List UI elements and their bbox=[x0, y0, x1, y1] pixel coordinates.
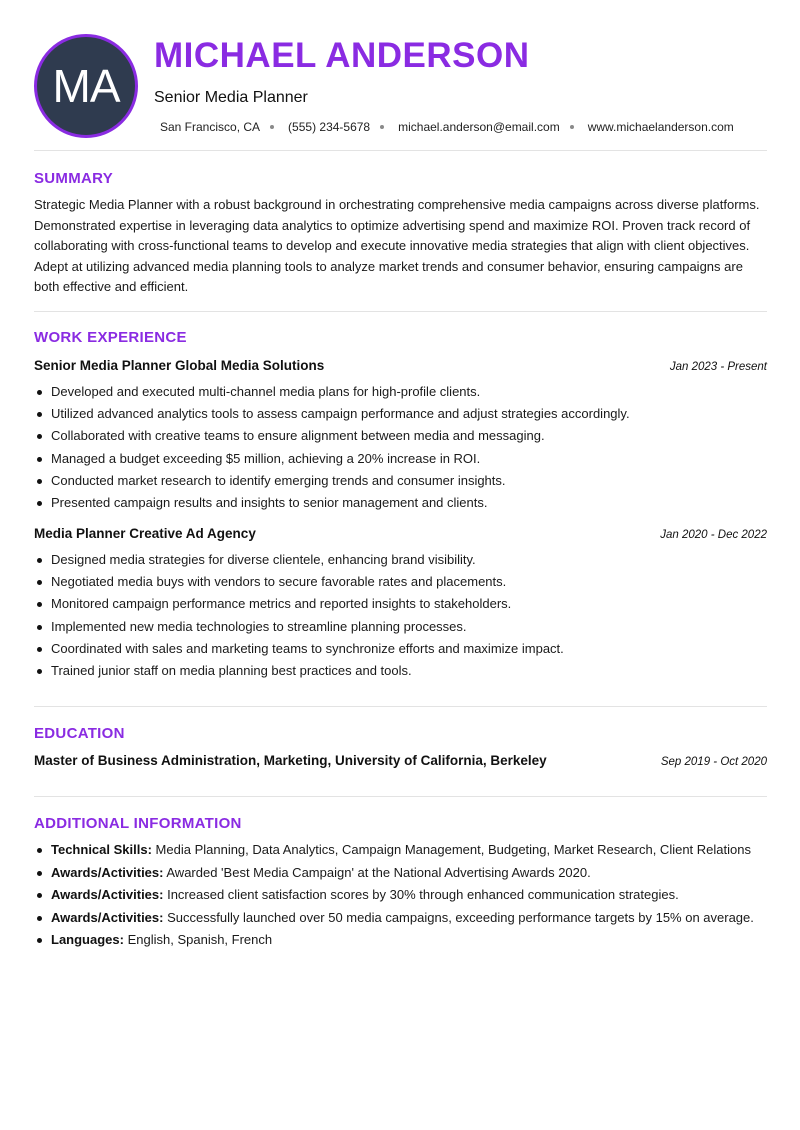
contact-email[interactable]: michael.anderson@email.com bbox=[398, 120, 560, 134]
list-item: Trained junior staff on media planning best practices and tools. bbox=[34, 660, 769, 682]
list-item: Presented campaign results and insights to senior management and clients. bbox=[34, 492, 769, 514]
info-text: Media Planning, Data Analytics, Campaign Management, Budgeting, Market Research, Client Relations bbox=[155, 842, 751, 857]
list-item: Managed a budget exceeding $5 million, achieving a 20% increase in ROI. bbox=[34, 448, 769, 470]
avatar-initials: MA bbox=[52, 60, 120, 112]
list-item: Designed media strategies for diverse clientele, enhancing brand visibility. bbox=[34, 549, 769, 571]
info-text: Successfully launched over 50 media campaigns, exceeding performance targets by 15% on average. bbox=[167, 909, 754, 925]
education-heading: EDUCATION bbox=[34, 725, 125, 742]
contact-website[interactable]: www.michaelanderson.com bbox=[587, 120, 734, 134]
job-role-company: Media Planner Creative Ad Agency bbox=[34, 526, 256, 541]
contact-bar bbox=[160, 120, 734, 134]
job-bullets bbox=[34, 381, 769, 514]
degree: Master of Business Administration, Marketing, University of California, Berkeley bbox=[34, 753, 547, 768]
job-header bbox=[34, 358, 767, 373]
work-experience-heading: WORK EXPERIENCE bbox=[34, 329, 187, 346]
list-item: Conducted market research to identify emerging trends and consumer insights. bbox=[34, 470, 769, 492]
info-text: Awarded 'Best Media Campaign' at the National Advertising Awards 2020. bbox=[166, 864, 591, 880]
additional-info-heading: ADDITIONAL INFORMATION bbox=[34, 815, 242, 832]
divider bbox=[34, 706, 767, 707]
job-bullets bbox=[34, 549, 769, 682]
list-item bbox=[34, 930, 767, 950]
info-text: English, Spanish, French bbox=[127, 932, 273, 947]
separator-dot-icon bbox=[570, 125, 574, 129]
list-item bbox=[34, 840, 767, 860]
info-label: Technical Skills: bbox=[51, 842, 152, 857]
list-item: Collaborated with creative teams to ensure alignment between media and messaging. bbox=[34, 425, 769, 447]
list-item: Monitored campaign performance metrics and reported insights to stakeholders. bbox=[34, 593, 769, 615]
job-dates: Jan 2020 - Dec 2022 bbox=[660, 529, 767, 541]
list-item bbox=[34, 885, 767, 905]
info-text: Increased client satisfaction scores by 30% through enhanced communication strategies. bbox=[167, 887, 679, 902]
list-item: Negotiated media buys with vendors to secure favorable rates and placements. bbox=[34, 571, 769, 593]
job-title: Senior Media Planner bbox=[154, 89, 308, 106]
info-label: Awards/Activities: bbox=[51, 909, 164, 925]
list-item: Implemented new media technologies to streamline planning processes. bbox=[34, 616, 769, 638]
candidate-name: MICHAEL ANDERSON bbox=[154, 36, 530, 75]
job-header bbox=[34, 526, 767, 541]
info-label: Languages: bbox=[51, 932, 124, 947]
avatar bbox=[34, 34, 138, 138]
separator-dot-icon bbox=[380, 125, 384, 129]
list-item: Developed and executed multi-channel media plans for high-profile clients. bbox=[34, 381, 769, 403]
list-item bbox=[34, 863, 767, 883]
summary-heading: SUMMARY bbox=[34, 170, 114, 187]
divider bbox=[34, 796, 767, 797]
contact-location: San Francisco, CA bbox=[160, 120, 261, 134]
additional-info-list bbox=[34, 840, 767, 953]
summary-text: Strategic Media Planner with a robust background in orchestrating comprehensive media campaigns across diverse platforms. Demonstrated expertise in leveraging data analytics to optimize advertising spend and maximize ROI. Proven track record of collaborating with cross-functional teams to develop and execute innovative media strategies that align with client objectives. Adept at utilizing advanced media planning tools to analyze market trends and consumer behavior, ensuring campaigns are both effective and efficient. bbox=[34, 197, 760, 294]
education-dates: Sep 2019 - Oct 2020 bbox=[660, 756, 767, 768]
contact-phone: (555) 234-5678 bbox=[288, 120, 371, 134]
job-dates: Jan 2023 - Present bbox=[669, 361, 767, 373]
separator-dot-icon bbox=[270, 125, 274, 129]
divider bbox=[34, 150, 767, 151]
info-label: Awards/Activities: bbox=[51, 864, 164, 880]
education-entry bbox=[34, 753, 767, 768]
list-item bbox=[34, 908, 767, 928]
divider bbox=[34, 311, 767, 312]
job-role-company: Senior Media Planner Global Media Solutions bbox=[34, 358, 325, 373]
info-label: Awards/Activities: bbox=[51, 887, 164, 902]
list-item: Coordinated with sales and marketing teams to synchronize efforts and maximize impact. bbox=[34, 638, 769, 660]
list-item: Utilized advanced analytics tools to assess campaign performance and adjust strategies accordingly. bbox=[34, 403, 769, 425]
